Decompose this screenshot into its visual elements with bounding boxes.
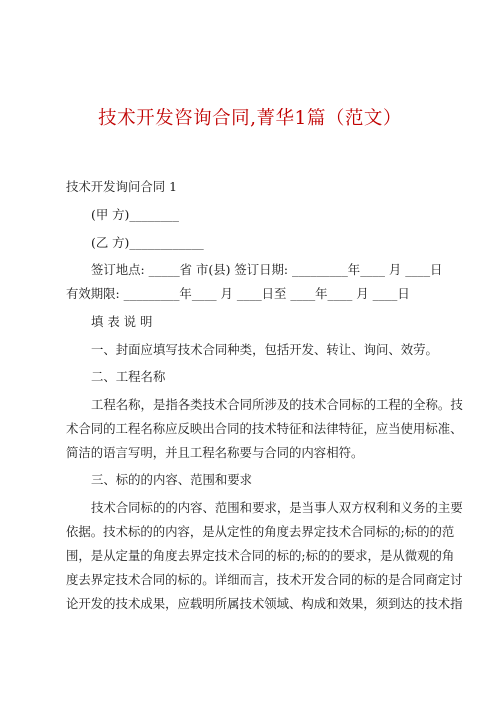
instructions-heading: 填 表 说 明 <box>91 314 153 329</box>
paragraph-line: 简洁的语言写明，并且工程名称要与合同的内容相符。 <box>66 445 364 460</box>
signing-place-line: 签订地点: _____省 市(县) 签订日期: _________年____ 月 ____日 <box>91 262 443 277</box>
contract-subtitle: 技术开发询问合同 1 <box>66 179 177 194</box>
paragraph-line: 一、封面应填写技术合同种类，包括开发、转让、询问、效劳。 <box>91 342 438 357</box>
paragraph-line: 工程名称，是指各类技术合同所涉及的技术合同标的工程的全称。技 <box>91 397 463 412</box>
party-a-line: (甲 方)________ <box>91 207 179 222</box>
paragraph-line: 论开发的技术成果，应载明所属技术领域、构成和效果，须到达的技术指 <box>66 596 463 611</box>
paragraph-line: 技术合同标的的内容、范围和要求，是当事人双方权利和义务的主要 <box>91 500 463 515</box>
document-title: 技术开发咨询合同,菁华1篇（范文） <box>98 108 402 129</box>
party-b-line: (乙 方)____________ <box>91 235 204 250</box>
validity-period-line: 有效期限: _________年____ 月 ____日至 ____年____ 月 ____日 <box>66 286 410 301</box>
section-heading: 二、工程名称 <box>91 369 166 384</box>
paragraph-line: 依据。技术标的的内容，是从定性的角度去界定技术合同标的;标的的范 <box>66 524 455 539</box>
paragraph-line: 围，是从定量的角度去界定技术合同的标的;标的的要求，是从微观的角 <box>66 548 455 563</box>
paragraph-line: 度去界定技术合同的标的。详细而言，技术开发合同的标的是合同商定讨 <box>66 572 463 587</box>
section-heading: 三、标的的内容、范围和要求 <box>91 472 253 487</box>
paragraph-line: 术合同的工程名称应反映出合同的技术特征和法律特征，应当使用标准、 <box>66 421 463 436</box>
